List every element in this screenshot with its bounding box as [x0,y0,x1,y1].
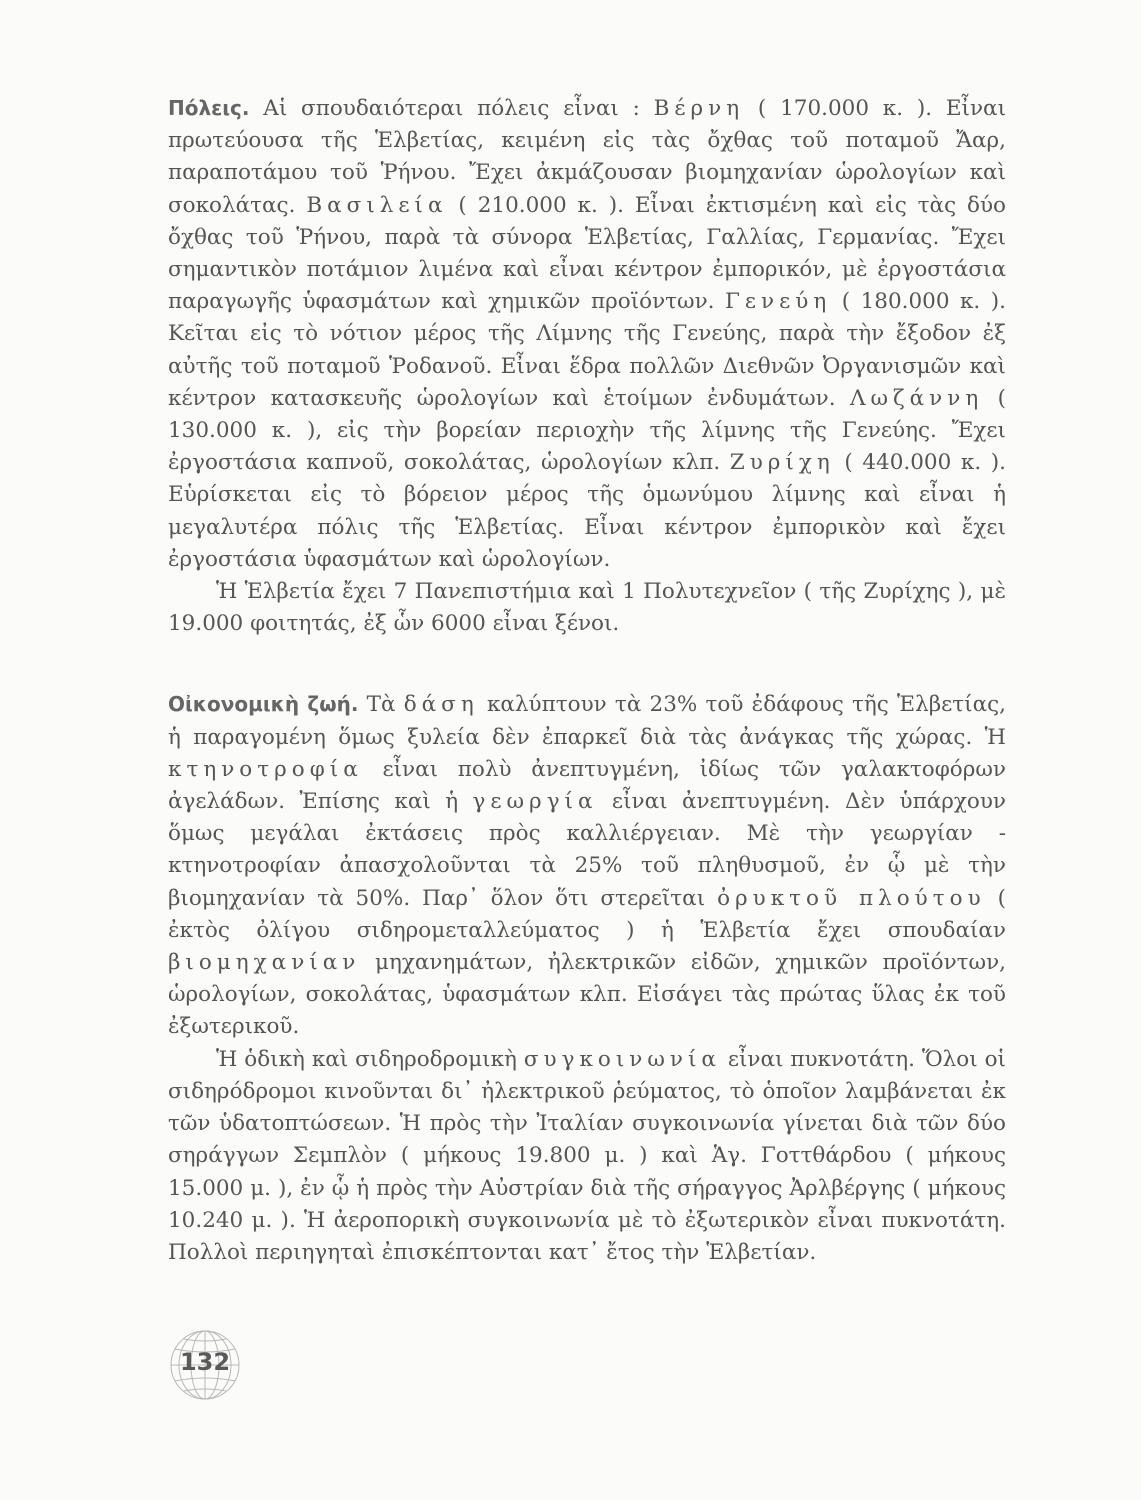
cities-text: ( 130.000 κ. ), εἰς τὴν βορείαν περιοχὴν τῆς λίμνης τῆς Γενεύης. Ἔχει ἐργοστάσια καπνοῦ, σοκολάτας, ὡρολογίων κλπ. [168,385,1006,476]
universities-paragraph: Ἡ Ἑλβετία ἔχει 7 Πανεπιστήμια καὶ 1 Πολυτεχνεῖον ( τῆς Ζυρίχης ), μὲ 19.000 φοιτητάς, ἐξ ὧν 6000 εἶναι ξένοι. [168,579,1006,637]
cities-heading: Πόλεις. [168,96,250,120]
economy-text: εἶναι πολὺ ἀνεπτυγμένη, ἰδίως τῶν γαλακτοφόρων ἀγελάδων. Ἐπίσης καὶ ἡ [168,756,1006,815]
page-number: 132 [179,1348,231,1376]
term-livestock: κτηνοτροφία [168,756,363,782]
economy-text: μηχανημάτων, ἠλεκτρικῶν εἰδῶν, χημικῶν προϊόντων, ὡρολογίων, σοκολάτας, ὑφασμάτων κλπ. Εἰσάγει τὰς πρώτας ὕλας ἐκ τοῦ ἐξωτερικοῦ. [168,950,1006,1040]
economy-text: καλύπτουν τὰ 23% τοῦ ἐδάφους τῆς Ἑλβετίας, ἡ παραγομένη ὅμως ξυλεία δὲν ἐπαρκεῖ διὰ τὰς ἀνάγκας τῆς χώρας. Ἡ [168,692,1007,750]
cities-text: ( 210.000 κ. ). Εἶναι ἐκτισμένη καὶ εἰς τὰς δύο ὄχθας τοῦ Ῥήνου, παρὰ τὰ σύνορα Ἑλβετίας, Γαλλίας, Γερμανίας. Ἔχει σημαντικὸν ποτάμιον λιμένα καὶ εἶναι κέντρον ἐμπορικόν, μὲ ἐργοστάσια παραγωγῆς ὑφασμάτων καὶ χημικῶν προϊόντων. [168,192,1006,315]
cities-text: ( 440.000 κ. ). Εὑρίσκεται εἰς τὸ βόρειον μέρος τῆς ὁμωνύμου λίμνης καὶ εἶναι ἡ μεγαλυτέρα πόλις τῆς Ἑλβετίας. Εἶναι κέντρον ἐμπορικὸν καὶ ἔχει ἐργοστάσια ὑφασμάτων καὶ ὡρολογίων. [168,450,1006,572]
economy-text: ( ἐκτὸς ὀλίγου σιδηρομεταλλεύματος ) ἡ Ἑλβετία ἔχει σπουδαίαν [168,885,1006,943]
city-lausanne: Λωζάννη [849,385,984,411]
term-mineral-wealth: ὀρυκτοῦ πλούτου [717,885,986,911]
term-transport: συγκοινωνία [523,1046,721,1072]
term-industry: βιομηχανίαν [168,950,361,976]
city-bern: Βέρνη [653,96,745,121]
section-gap [168,640,1006,688]
economy-heading: Οἰκονομικὴ ζωή. [168,692,359,717]
transport-text: Ἡ ὁδικὴ καὶ σιδηροδρομικὴ [216,1046,524,1072]
body-text [168,92,1006,1269]
term-forests: δάση [403,692,479,718]
economy-text: εἶναι ἀνεπτυγμένη. Δὲν ὑπάρχουν ὅμως μεγάλαι ἐκτάσεις πρὸς καλλιέργειαν. Μὲ τὴν γεωργίαν - κτηνοτροφίαν ἀπασχολοῦνται τὰ 25% τοῦ πληθυσμοῦ, ἐν ᾧ μὲ τὴν βιομηχανίαν τὰ 50%. Παρ᾽ ὅλον ὅτι στερεῖται [168,789,1006,911]
economy-paragraph [168,688,1006,1043]
cities-paragraph [168,92,1006,576]
city-basel: Βασιλεία [306,192,448,218]
page-number-badge [168,1328,242,1402]
term-agriculture: γεωργία [472,789,598,815]
city-zurich: Ζυρίχη [729,450,835,476]
cities-text: ( 180.000 κ. ). Κεῖται εἰς τὸ νότιον μέρος τῆς Λίμνης τῆς Γενεύης, παρὰ τὴν ἔξοδον ἐξ αὐτῆς τοῦ ποταμοῦ Ῥοδανοῦ. Εἶναι ἕδρα πολλῶν Διεθνῶν Ὀργανισμῶν καὶ κέντρον κατασκευῆς ὡρολογίων καὶ ἑτοίμων ἐνδυμάτων. [168,289,1006,411]
economy-text: Τὰ [358,692,404,718]
transport-paragraph [168,1044,1006,1269]
cities-text: ( 170.000 κ. ). Εἶναι πρωτεύουσα τῆς Ἑλβετίας, κειμένη εἰς τὰς ὄχθας τοῦ ποταμοῦ Ἄαρ, παραποτάμου τοῦ Ῥήνου. Ἔχει ἀκμάζουσαν βιομηχανίαν ὡρολογίων καὶ σοκολάτας. [168,96,1006,218]
cities-text: Αἱ σπουδαιότεραι πόλεις εἶναι : [249,96,654,121]
city-geneva: Γενεύη [724,289,832,315]
transport-text: εἶναι πυκνοτάτη. Ὅλοι οἱ σιδηρόδρομοι κινοῦνται δι᾽ ἠλεκτρικοῦ ῥεύματος, τὸ ὁποῖον λαμβάνεται ἐκ τῶν ὑδατοπτώσεων. Ἡ πρὸς τὴν Ἰταλίαν συγκοινωνία γίνεται διὰ τῶν δύο σηράγγων Σεμπλὸν ( μήκους 19.800 μ. ) καὶ Ἁγ. Γοττθάρδου ( μήκους 15.000 μ. ), ἐν ᾧ ἡ πρὸς τὴν Αὐστρίαν διὰ τῆς σήραγγος Ἀρλβέργης ( μήκους 10.240 μ. ). Ἡ ἀεροπορικὴ συγκοινωνία μὲ τὸ ἐξωτερικὸν εἶναι πυκνοτάτη. Πολλοὶ περιηγηταὶ ἐπισκέπτονται κατ᾽ ἔτος τὴν Ἑλβετίαν. [168,1046,1006,1265]
